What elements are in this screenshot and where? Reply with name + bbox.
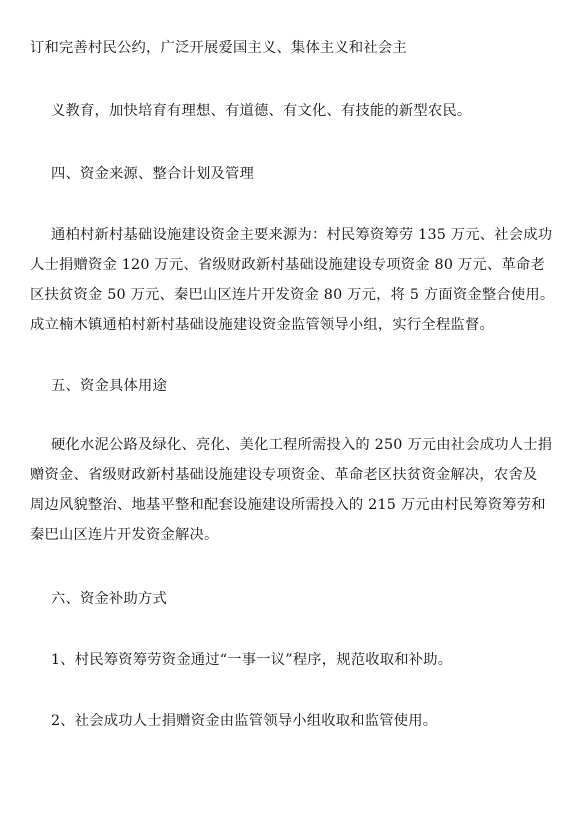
- text-line: 秦巴山区连片开发资金解决。: [30, 527, 219, 543]
- text-line: 周边风貌整治、地基平整和配套设施建设所需投入的 215 万元由村民筹资筹劳和: [30, 497, 546, 513]
- text-line: 硬化水泥公路及绿化、亮化、美化工程所需投入的 250 万元由社会成功人士捐: [51, 437, 553, 453]
- text-line: 赠资金、省级财政新村基础设施建设专项资金、革命老区扶贫资金解决，农舍及: [30, 467, 538, 483]
- text-line: 订和完善村民公约，广泛开展爱国主义、集体主义和社会主: [30, 40, 407, 56]
- text-line: 2、社会成功人士捐赠资金由监管领导小组收取和监管使用。: [51, 713, 438, 729]
- text-line: 义教育，加快培育有理想、有道德、有文化、有技能的新型农民。: [51, 103, 472, 119]
- section-heading: 五、资金具体用途: [51, 378, 167, 394]
- section-heading: 四、资金来源、整合计划及管理: [51, 166, 254, 182]
- text-line: 区扶贫资金 50 万元、秦巴山区连片开发资金 80 万元，将 5 方面资金整合使用。: [30, 287, 555, 303]
- text-line: 成立楠木镇通柏村新村基础设施建设资金监管领导小组，实行全程监督。: [30, 317, 494, 333]
- text-line: 人士捐赠资金 120 万元、省级财政新村基础设施建设专项资金 80 万元、革命老: [30, 257, 545, 273]
- section-heading: 六、资金补助方式: [51, 591, 167, 607]
- text-line: 通柏村新村基础设施建设资金主要来源为：村民筹资筹劳 135 万元、社会成功: [51, 227, 553, 243]
- text-line: 1、村民筹资筹劳资金通过“一事一议”程序，规范收取和补助。: [51, 652, 453, 668]
